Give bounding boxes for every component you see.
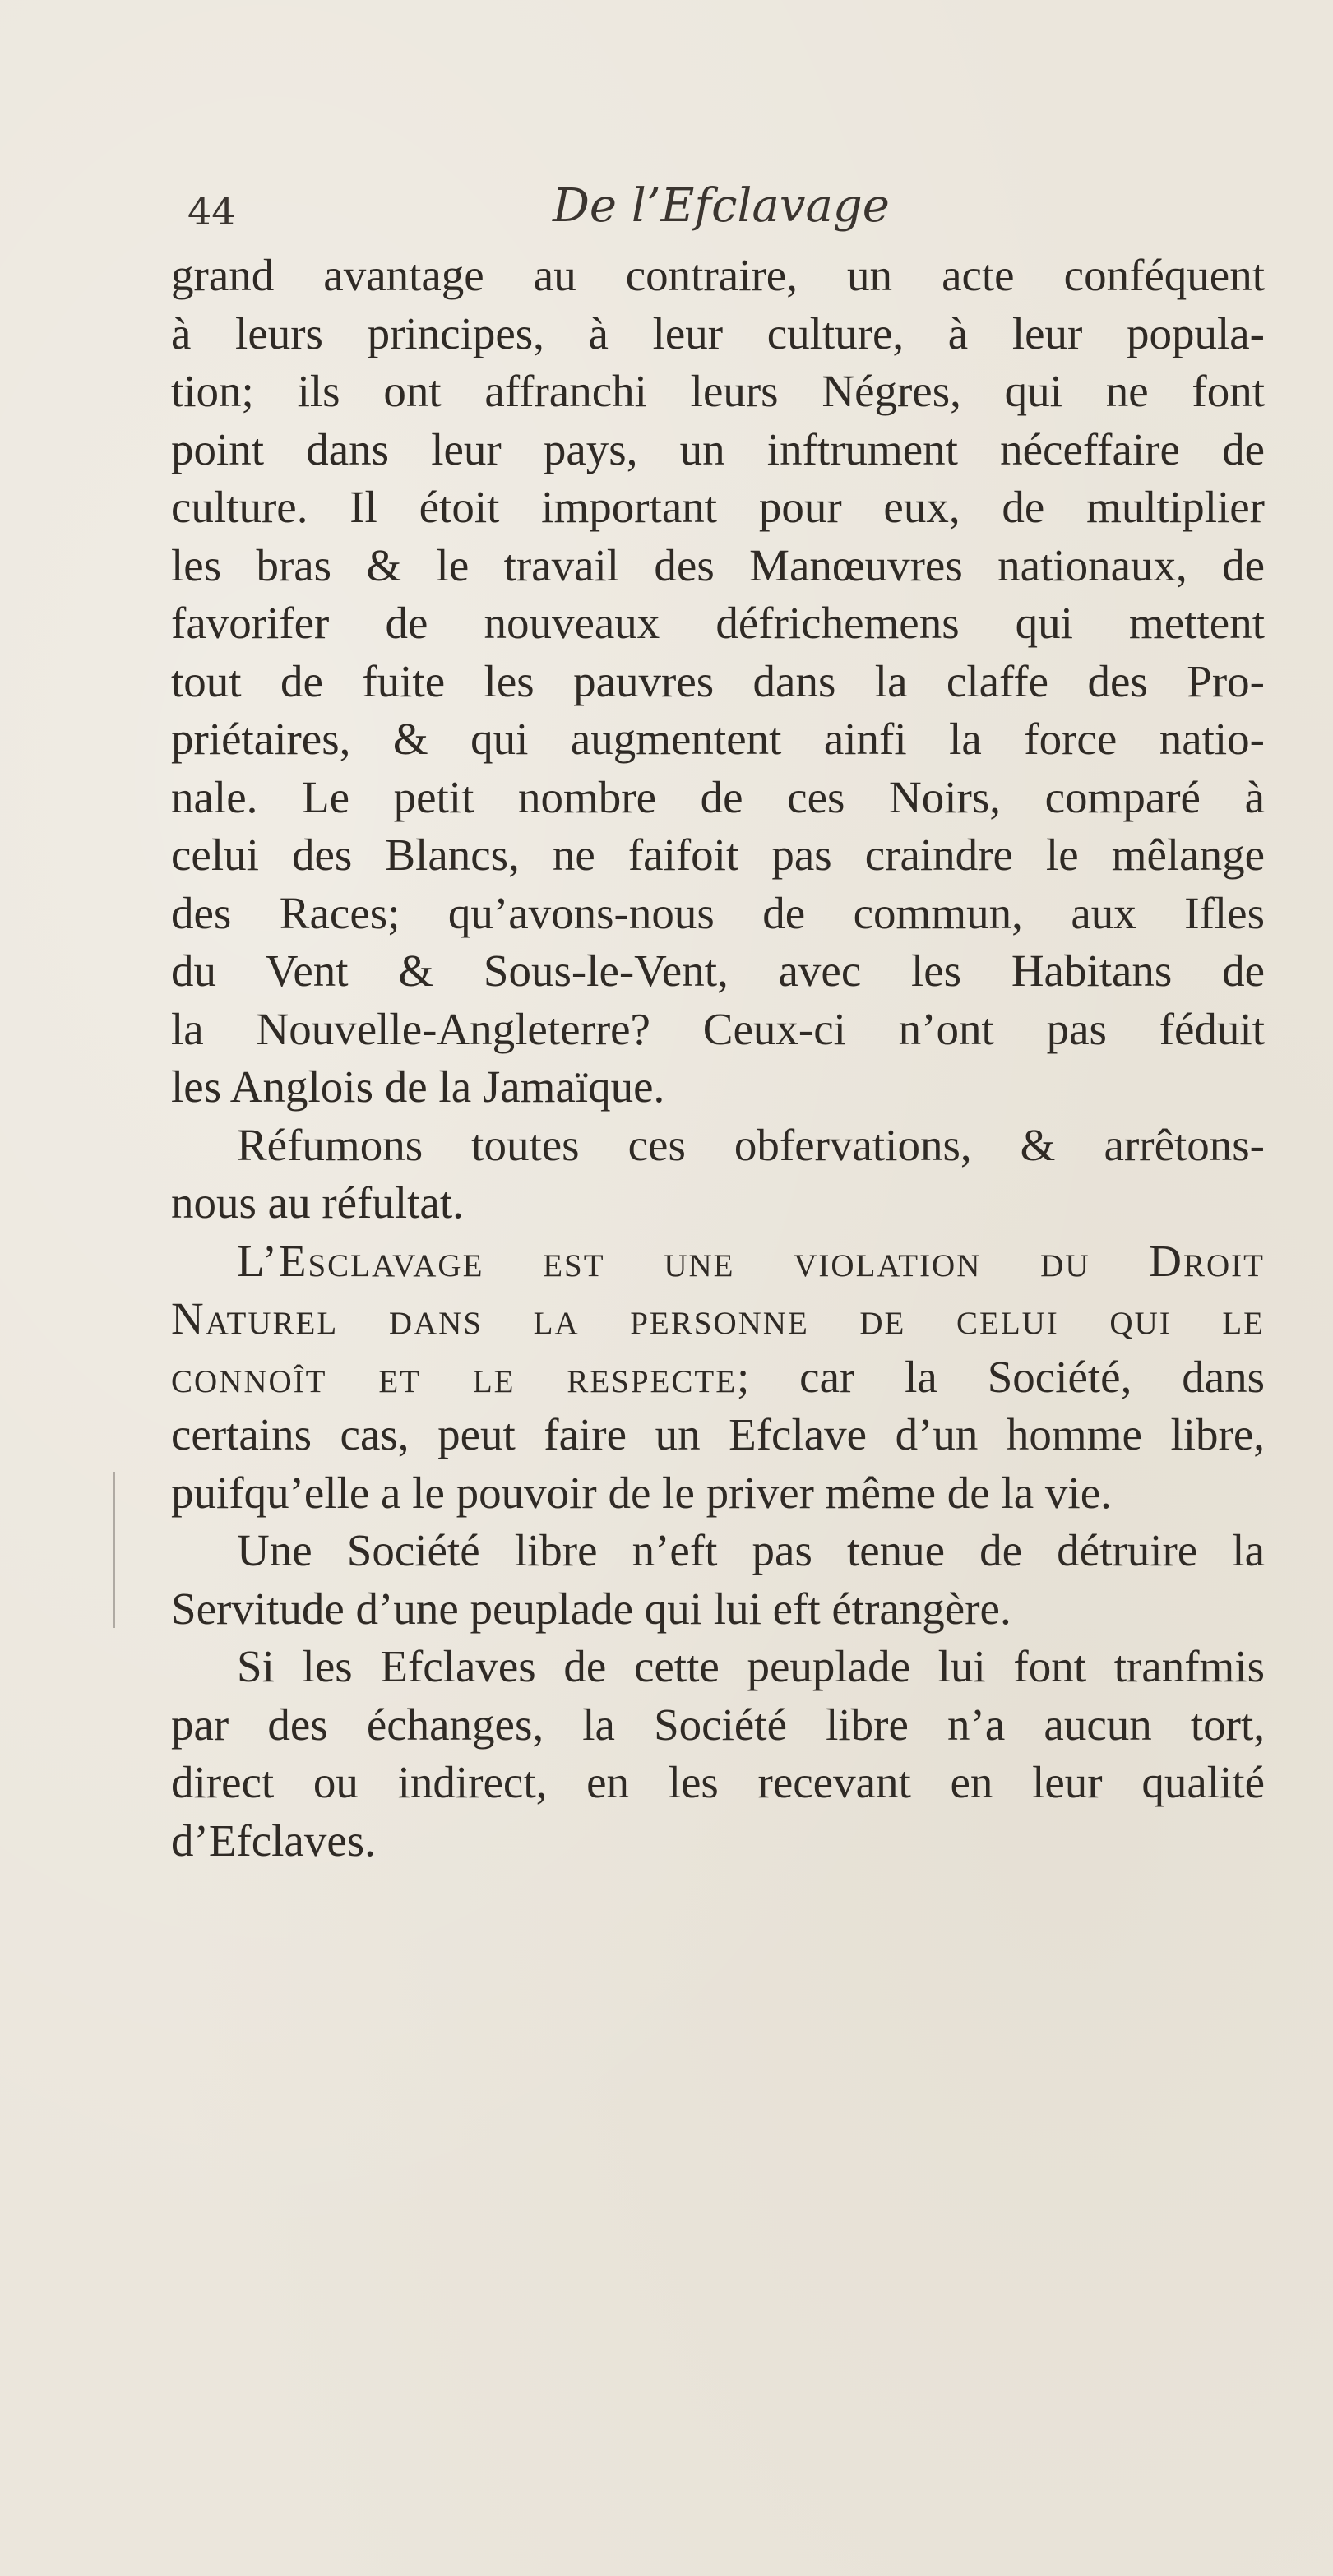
text-line: à leurs principes, à leur culture, à leur popula-: [171, 308, 1265, 358]
body-text: [171, 247, 1265, 1870]
text-line: la Nouvelle-Angleterre? Ceux-ci n’ont pas féduit: [171, 1003, 1265, 1054]
text-line: point dans leur pays, un inftrument néceffaire de: [171, 423, 1265, 474]
text-line: Réfumons toutes ces obfervations, & arrêtons-: [237, 1119, 1265, 1170]
text-line: des Races; qu’avons-nous de commun, aux Ifles: [171, 887, 1265, 938]
proposition-line: L’Esclavage est une violation du Droit: [237, 1235, 1265, 1286]
text-line: culture. Il étoit important pour eux, de multiplier: [171, 482, 1265, 532]
text-line: tion; ils ont affranchi leurs Négres, qui ne font: [171, 366, 1265, 416]
proposition-line: [171, 1348, 1265, 1407]
page-number: 44: [187, 189, 236, 234]
proposition-line: Naturel dans la personne de celui qui le: [171, 1293, 1265, 1343]
text-line: par des échanges, la Société libre n’a aucun tort,: [171, 1699, 1265, 1750]
text-line: Si les Efclaves de cette peuplade lui font tranfmis: [237, 1641, 1265, 1691]
text-line: priétaires, & qui augmentent ainfi la force natio-: [171, 714, 1265, 764]
running-head: De l’Efclavage: [553, 179, 890, 233]
text-line: d’Efclaves.: [171, 1815, 376, 1866]
text-line: favorifer de nouveaux défrichemens qui mettent: [171, 598, 1265, 648]
text-line: les Anglois de la Jamaïque.: [171, 1061, 665, 1112]
text-line: du Vent & Sous-le-Vent, avec les Habitans de: [171, 946, 1265, 996]
proposition-fragment: connoît et le respecte: [171, 1351, 738, 1402]
text-line: grand avantage au contraire, un acte conféquent: [171, 250, 1265, 300]
text-line: tout de fuite les pauvres dans la claffe des Pro-: [171, 655, 1265, 706]
text-line: nale. Le petit nombre de ces Noirs, comparé à: [171, 771, 1265, 822]
text-line: nous au réfultat.: [171, 1177, 464, 1228]
text-fragment: ; car la Société, dans: [737, 1351, 1266, 1402]
text-line: puifqu’elle a le pouvoir de le priver même de la vie.: [171, 1467, 1112, 1518]
text-line: Une Société libre n’eft pas tenue de détruire la: [237, 1525, 1265, 1575]
text-line: certains cas, peut faire un Efclave d’un homme libre,: [171, 1409, 1265, 1459]
text-line: les bras & le travail des Manœuvres nationaux, de: [171, 539, 1265, 590]
margin-mark: [113, 1472, 118, 1628]
text-line: direct ou indirect, en les recevant en leur qualité: [171, 1757, 1265, 1807]
text-line: Servitude d’une peuplade qui lui eft étrangère.: [171, 1583, 1011, 1634]
text-line: celui des Blancs, ne faifoit pas craindre le mêlange: [171, 830, 1265, 880]
